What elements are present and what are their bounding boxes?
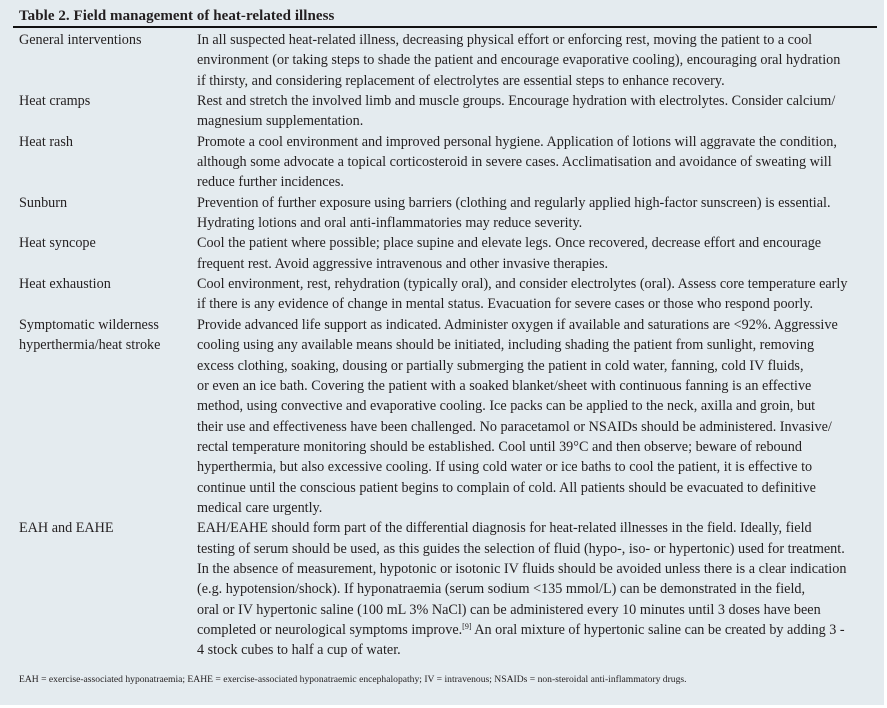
text-line: frequent rest. Avoid aggressive intravenous and other invasive therapies.	[197, 255, 609, 272]
text-line: Provide advanced life support as indicated. Administer oxygen if available and saturations are <92%. Aggressive	[197, 316, 838, 333]
text-line: although some advocate a topical corticosteroid in severe cases. Acclimatisation and avoidance of sweating will	[197, 154, 832, 171]
condition-line: Symptomatic wilderness	[19, 316, 159, 333]
table-row-general-interventions	[0, 30, 884, 91]
condition-cell	[0, 315, 197, 518]
text-line: hyperthermia, but also excessive cooling. If using cold water or ice baths to cool the patient, it is effective to	[197, 459, 813, 476]
text-line: medical care urgently.	[197, 499, 323, 516]
reference-link[interactable]: [9]	[462, 621, 472, 631]
text-line: if thirsty, and considering replacement of electrolytes are essential steps to enhance recovery.	[197, 72, 725, 89]
table-row-heat-syncope	[0, 233, 884, 274]
text-line: rectal temperature monitoring should be established. Cool until 39°C and then observe; beware of rebound	[197, 438, 802, 455]
text-line: oral or IV hypertonic saline (100 mL 3% NaCl) can be administered every 10 minutes until 3 doses have been	[197, 601, 821, 618]
text-line: reduce further incidences.	[197, 174, 344, 191]
table-footnote: EAH = exercise-associated hyponatraemia; EAHE = exercise-associated hyponatraemic encephalopathy; IV = intravenous; NSAIDs = non-steroidal anti-inflammatory drugs.	[19, 674, 687, 685]
text-line: In the absence of measurement, hypotonic or isotonic IV fluids should be avoided unless there is a clear indication	[197, 560, 847, 577]
text-line: cooling using any available means should be initiated, including shading the patient from sunlight, removing	[197, 337, 815, 354]
condition-cell: Sunburn	[19, 194, 68, 211]
text-line: (e.g. hypotension/shock). If hyponatraemia (serum sodium <135 mmol/L) can be demonstrated in the field,	[197, 581, 806, 598]
management-cell	[197, 30, 877, 91]
text-line: In all suspected heat-related illness, decreasing physical effort or enforcing rest, moving the patient to a cool	[197, 32, 813, 48]
text-line: Hydrating lotions and oral anti-inflammatories may reduce severity.	[197, 215, 583, 232]
table-row-heat-cramps	[0, 91, 884, 132]
table-row-heat-rash	[0, 132, 884, 193]
condition-cell: Heat syncope	[19, 235, 96, 252]
text-fragment: completed or neurological symptoms improve.	[197, 621, 463, 638]
table-row-sunburn	[0, 193, 884, 234]
text-line: if there is any evidence of change in mental status. Evacuation for severe cases or those who respond poorly.	[197, 296, 814, 313]
management-cell	[197, 193, 877, 234]
condition-cell: General interventions	[19, 32, 142, 48]
table-body	[0, 30, 884, 661]
text-line: method, using convective and evaporative cooling. Ice packs can be applied to the neck, axilla and groin, but	[197, 398, 816, 415]
text-line: environment (or taking steps to shade the patient and encourage evaporative cooling), encouraging oral hydration	[197, 52, 841, 69]
management-cell	[197, 91, 877, 132]
text-line: Prevention of further exposure using barriers (clothing and regularly applied high-factor sunscreen) is essential.	[197, 194, 831, 211]
condition-line: hyperthermia/heat stroke	[19, 337, 161, 354]
text-line: or even an ice bath. Covering the patient with a soaked blanket/sheet with continuous fanning is an effective	[197, 377, 812, 394]
text-line: Cool the patient where possible; place supine and elevate legs. Once recovered, decrease effort and encourage	[197, 235, 822, 252]
text-line	[197, 620, 877, 640]
text-line: Cool environment, rest, rehydration (typically oral), and consider electrolytes (oral). Assess core temperature early	[197, 276, 848, 293]
management-cell	[197, 315, 877, 518]
text-line: magnesium supplementation.	[197, 113, 364, 130]
condition-cell: Heat rash	[19, 133, 73, 150]
text-fragment: An oral mixture of hypertonic saline can be created by adding 3 -	[471, 621, 845, 638]
management-cell	[197, 233, 877, 274]
condition-cell: Heat exhaustion	[19, 276, 111, 293]
text-line: 4 stock cubes to half a cup of water.	[197, 642, 401, 659]
table-title: Table 2. Field management of heat-related illness	[19, 8, 335, 24]
text-line: Rest and stretch the involved limb and muscle groups. Encourage hydration with electrolytes. Consider calcium/	[197, 93, 836, 110]
management-cell	[197, 274, 877, 315]
text-line: EAH/EAHE should form part of the differential diagnosis for heat-related illnesses in the field. Ideally, field	[197, 520, 812, 537]
text-line: continue until the conscious patient begins to complain of cold. All patients should be evacuated to definitive	[197, 479, 816, 496]
text-line: their use and effectiveness have been challenged. No paracetamol or NSAIDs should be administered. Invasive/	[197, 418, 832, 435]
table-row-heat-exhaustion	[0, 274, 884, 315]
table-row-eah-eahe	[0, 518, 884, 660]
title-divider	[13, 26, 877, 28]
condition-cell: Heat cramps	[19, 93, 91, 110]
management-cell	[197, 518, 877, 660]
text-line: testing of serum should be used, as this guides the selection of fluid (hypo-, iso- or hypertonic) used for treatment.	[197, 540, 845, 557]
management-cell	[197, 132, 877, 193]
text-line: Promote a cool environment and improved personal hygiene. Application of lotions will aggravate the condition,	[197, 133, 837, 150]
text-line: excess clothing, soaking, dousing or partially submerging the patient in cold water, fanning, cold IV fluids,	[197, 357, 804, 374]
table-row-heat-stroke	[0, 315, 884, 518]
condition-cell: EAH and EAHE	[19, 520, 114, 537]
